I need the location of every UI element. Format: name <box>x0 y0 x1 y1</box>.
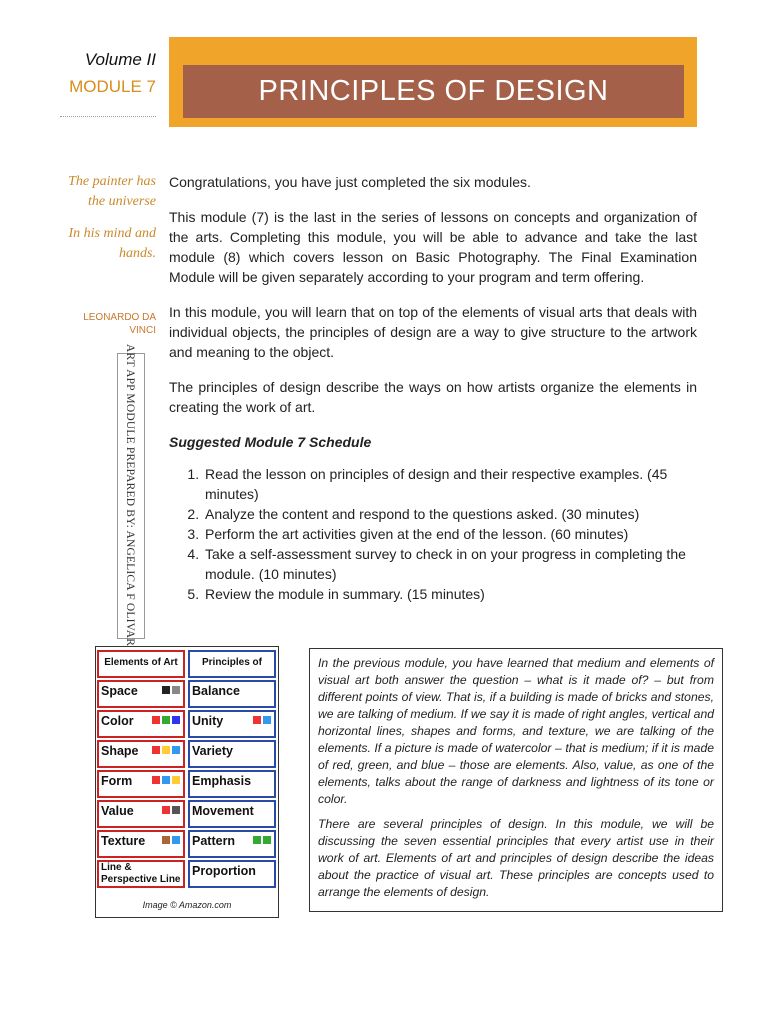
swatch-icons <box>162 836 180 844</box>
principle-label: Movement <box>192 804 254 818</box>
principle-card <box>188 680 276 708</box>
title-banner <box>169 37 697 127</box>
swatch-icons <box>152 716 180 724</box>
paragraph-module-info: This module (7) is the last in the series of lessons on concepts and organization of the arts. Completing this module, you will be able to advance and take the last module (8) which covers lesson on Basic Photography. The Final Examination Module will be given separately according to your program and term offering. <box>169 209 697 285</box>
schedule-item: 5. Review the module in summary. (15 minutes) <box>203 584 697 604</box>
title-banner-inner <box>183 65 684 118</box>
paragraph-principles: The principles of design describe the ways on how artists organize the elements in creating the work of art. <box>169 379 697 415</box>
principle-card <box>188 800 276 828</box>
principles-header: Principles of <box>188 650 276 678</box>
note-paragraph: There are several principles of design. In this module, we will be discussing the seven essential principles that every artist use in their work of art. Elements of art and principles of design describe the ideas about the practice of visual art. These principles are concepts used to arrange the elements of design. <box>318 817 714 899</box>
quote-line-2: In his mind and hands. <box>68 226 156 261</box>
swatch-icons <box>253 716 271 724</box>
schedule-title: Suggested Module 7 Schedule <box>169 434 372 450</box>
swatch-icons <box>253 836 271 844</box>
elements-column <box>97 650 185 890</box>
schedule-item: 3. Perform the art activities given at the end of the lesson. (60 minutes) <box>203 524 697 544</box>
element-card <box>97 710 185 738</box>
principles-column <box>188 650 276 890</box>
schedule-item: 4. Take a self-assessment survey to check in on your progress in completing the module. (10 minutes) <box>203 544 697 584</box>
swatch-icons <box>162 686 180 694</box>
swatch-icons <box>152 776 180 784</box>
swatch-icons <box>152 746 180 754</box>
dotted-divider <box>60 116 156 117</box>
note-box <box>309 648 723 912</box>
sidebar-quote <box>66 172 156 276</box>
image-caption: Image © Amazon.com <box>142 900 232 910</box>
element-label: Color <box>101 714 134 728</box>
elements-header: Elements of Art <box>97 650 185 678</box>
element-label: Value <box>101 804 134 818</box>
principle-card <box>188 860 276 888</box>
principle-card <box>188 830 276 858</box>
page-title: PRINCIPLES OF DESIGN <box>258 75 609 107</box>
element-card <box>97 860 185 888</box>
quote-author: LEONARDO DA VINCI <box>83 312 156 336</box>
element-card <box>97 800 185 828</box>
element-card <box>97 740 185 768</box>
element-label: Shape <box>101 744 139 758</box>
elements-principles-image <box>95 646 279 918</box>
element-card <box>97 830 185 858</box>
element-label: Line & Perspective Line <box>101 862 181 885</box>
principle-label: Unity <box>192 714 224 728</box>
element-label: Texture <box>101 834 146 848</box>
principle-card <box>188 710 276 738</box>
prepared-by-text: ART APP MODULE PREPARED BY: ANGELICA F OLIVAR <box>124 343 136 647</box>
principle-card <box>188 740 276 768</box>
principle-label: Pattern <box>192 834 236 848</box>
paragraph-learn: In this module, you will learn that on top of the elements of visual arts that deals with individual objects, the principles of design are a way to give structure to the artwork and meaning to the object. <box>169 304 697 360</box>
element-card <box>97 770 185 798</box>
schedule-item: 1. Read the lesson on principles of design and their respective examples. (45 minutes) <box>203 464 697 504</box>
paragraph-intro: Congratulations, you have just completed the six modules. <box>169 174 531 190</box>
element-label: Space <box>101 684 138 698</box>
principle-label: Proportion <box>192 864 256 878</box>
module-label: MODULE 7 <box>69 77 156 96</box>
main-content <box>169 172 697 604</box>
principle-label: Emphasis <box>192 774 252 788</box>
volume-label: Volume II <box>84 50 156 69</box>
element-label: Form <box>101 774 133 788</box>
schedule-list <box>169 464 697 604</box>
note-paragraph: In the previous module, you have learned that medium and elements of visual art both answer the question – what is it made of? – but from different points of view. That is, if a building is made of bricks and stones, we are talking of medium. If we say it is made of right angles, vertical and horizontal lines, shapes and forms, and texture, we are talking of the elements. If a picture is made of watercolor – that is medium; if it is made of red, green, and blue – those are elements. Also, value, as one of the elements, talks about the range of darkness and lightness of its tone or color. <box>318 656 714 806</box>
element-card <box>97 680 185 708</box>
quote-line-1: The painter has the universe <box>68 174 156 209</box>
principle-label: Variety <box>192 744 234 758</box>
principle-label: Balance <box>192 684 240 698</box>
schedule-item: 2. Analyze the content and respond to the questions asked. (30 minutes) <box>203 504 697 524</box>
principle-card <box>188 770 276 798</box>
swatch-icons <box>162 806 180 814</box>
